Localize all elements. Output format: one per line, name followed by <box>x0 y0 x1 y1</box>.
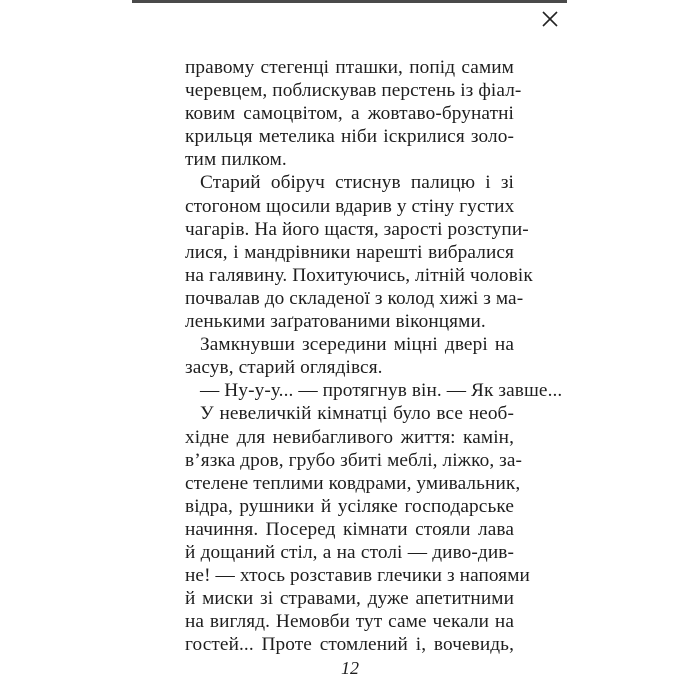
text-line: засув, старий оглядівся. <box>185 357 383 379</box>
text-line: хідне для невибагливого життя: камін, <box>185 426 514 448</box>
close-button[interactable] <box>540 9 560 29</box>
text-line: стогоном щосили вдарив у стіну густих <box>185 195 515 217</box>
close-icon <box>540 9 560 29</box>
text-line: на вигляд. Немовби тут саме чекали на <box>185 611 514 633</box>
text-line: на галявину. Похитуючись, літній чоловік <box>185 264 533 286</box>
viewer-top-bar <box>132 0 567 3</box>
text-line: чагарів. На його щастя, зарості розступи- <box>185 218 529 240</box>
text-line: ковим самоцвітом, а жовтаво-брунатні <box>185 103 514 125</box>
book-page-text <box>185 56 563 656</box>
text-line: правому стегенці пташки, попід самим <box>185 57 514 78</box>
text-line: тим пилком. <box>185 149 287 171</box>
text-line: й дощаний стіл, а на столі — диво-див- <box>185 541 514 563</box>
text-line: гостей... Проте стомлений і, вочевидь, <box>185 634 514 656</box>
text-line: У невеличкій кімнатці було все необ- <box>200 403 514 425</box>
text-line: стелене теплими ковдрами, умивальник, <box>185 472 521 494</box>
text-line: крильця метелика ніби іскрилися золо- <box>185 126 514 148</box>
text-line: лися, і мандрівники нарешті вибралися <box>185 241 514 263</box>
page-number: 12 <box>341 658 359 678</box>
text-line: Старий обіруч стиснув палицю і зі <box>200 172 514 194</box>
text-line: — Ну-у-у... — протягнув він. — Як завше... <box>200 380 563 402</box>
text-line: в’язка дров, грубо збиті меблі, ліжко, за- <box>185 449 523 471</box>
text-line: начиння. Посеред кімнати стояли лава <box>185 518 514 540</box>
text-line: почвалав до складеної з колод хижі з ма- <box>185 287 524 309</box>
text-line: не! — хтось розставив глечики з напоями <box>185 565 530 587</box>
text-line: й миски зі стравами, дуже апетитними <box>185 588 514 610</box>
text-line: ленькими заґратованими віконцями. <box>185 311 486 333</box>
text-line: відра, рушники й усіляке господарське <box>185 495 514 517</box>
text-line: Замкнувши зсередини міцні двері на <box>200 334 514 356</box>
text-line: черевцем, поблискував перстень із фіал- <box>185 80 522 102</box>
